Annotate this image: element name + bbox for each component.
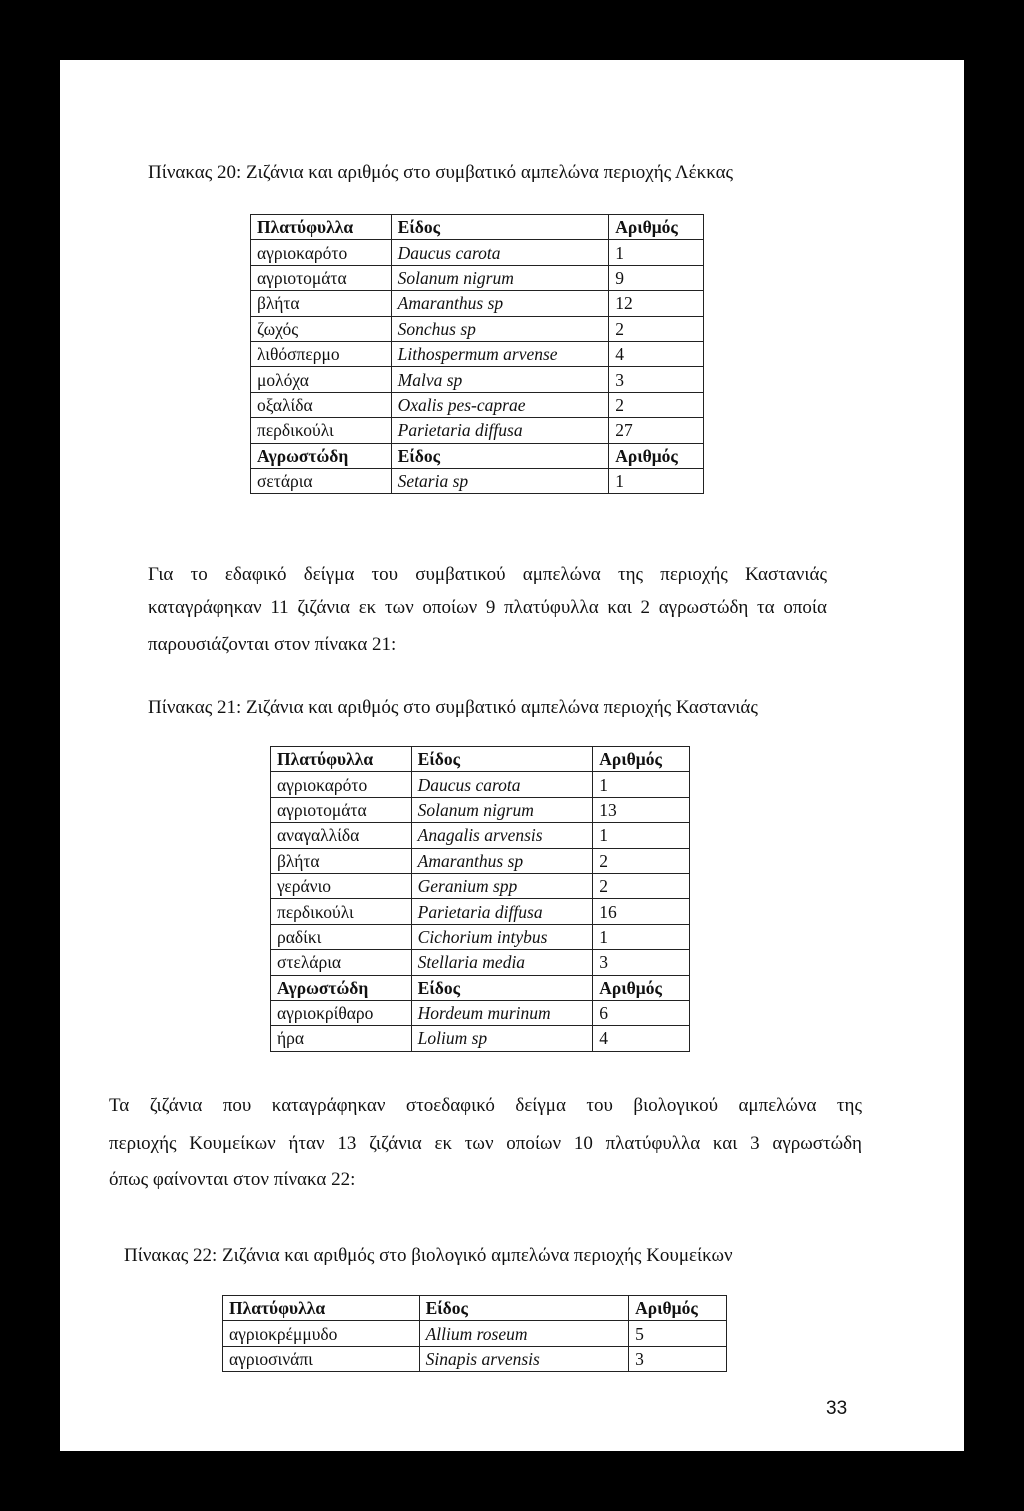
common-name-cell: σετάρια	[251, 468, 392, 493]
table-header-row	[251, 215, 704, 240]
count-cell: 1	[593, 924, 690, 949]
species-cell: Anagalis arvensis	[411, 823, 593, 848]
species-cell: Lithospermum arvense	[391, 341, 609, 366]
count-cell: 2	[609, 316, 704, 341]
common-name-cell: αναγαλλίδα	[271, 823, 412, 848]
header-cell: Αριθμός	[629, 1296, 727, 1321]
common-name-cell: γεράνιο	[271, 873, 412, 898]
table-row	[271, 823, 690, 848]
species-cell: Solanum nigrum	[391, 265, 609, 290]
count-cell: 3	[629, 1346, 727, 1371]
count-cell: 27	[609, 418, 704, 443]
count-cell: 1	[593, 823, 690, 848]
table-row	[271, 848, 690, 873]
table-row	[251, 291, 704, 316]
common-name-cell: αγριοκαρότο	[251, 240, 392, 265]
common-name-cell: ραδίκι	[271, 924, 412, 949]
table-row	[271, 797, 690, 822]
common-name-cell: βλήτα	[271, 848, 412, 873]
common-name-cell: περδικούλι	[251, 418, 392, 443]
count-cell: 2	[593, 848, 690, 873]
common-name-cell: περδικούλι	[271, 899, 412, 924]
count-cell: 1	[593, 772, 690, 797]
paragraph-1-line-3: παρουσιάζονται στον πίνακα 21:	[148, 634, 397, 655]
count-cell: 4	[609, 341, 704, 366]
header-cell: Πλατύφυλλα	[271, 747, 412, 772]
species-cell: Sinapis arvensis	[419, 1346, 629, 1371]
header-cell: Αγρωστώδη	[251, 443, 392, 468]
common-name-cell: λιθόσπερμο	[251, 341, 392, 366]
species-cell: Solanum nigrum	[411, 797, 593, 822]
species-cell: Lolium sp	[411, 1026, 593, 1051]
common-name-cell: αγριοσινάπι	[223, 1346, 420, 1371]
table-row	[271, 772, 690, 797]
paragraph-1-line-1: Για το εδαφικό δείγμα του συμβατικού αμπελώνα της περιοχής Καστανιάς	[148, 564, 827, 585]
species-cell: Geranium spp	[411, 873, 593, 898]
common-name-cell: αγριοτομάτα	[251, 265, 392, 290]
header-cell: Αριθμός	[593, 747, 690, 772]
count-cell: 3	[593, 950, 690, 975]
header-cell: Είδος	[419, 1296, 629, 1321]
species-cell: Hordeum murinum	[411, 1000, 593, 1025]
common-name-cell: βλήτα	[251, 291, 392, 316]
species-cell: Stellaria media	[411, 950, 593, 975]
table-21	[270, 746, 690, 1052]
count-cell: 5	[629, 1321, 727, 1346]
header-cell: Είδος	[391, 443, 609, 468]
common-name-cell: στελάρια	[271, 950, 412, 975]
header-cell: Είδος	[411, 975, 593, 1000]
table-row	[271, 924, 690, 949]
table-row	[251, 418, 704, 443]
table-row	[251, 341, 704, 366]
table-row	[251, 468, 704, 493]
species-cell: Allium roseum	[419, 1321, 629, 1346]
header-cell: Αγρωστώδη	[271, 975, 412, 1000]
species-cell: Parietaria diffusa	[391, 418, 609, 443]
paragraph-1-line-2: καταγράφηκαν 11 ζιζάνια εκ των οποίων 9 πλατύφυλλα και 2 αγρωστώδη τα οποία	[148, 597, 827, 618]
common-name-cell: μολόχα	[251, 367, 392, 392]
species-cell: Daucus carota	[391, 240, 609, 265]
species-cell: Daucus carota	[411, 772, 593, 797]
paragraph-2-line-3: όπως φαίνονται στον πίνακα 22:	[109, 1169, 356, 1190]
count-cell: 4	[593, 1026, 690, 1051]
count-cell: 2	[593, 873, 690, 898]
common-name-cell: αγριοκαρότο	[271, 772, 412, 797]
page-number: 33	[826, 1398, 848, 1419]
header-cell: Είδος	[391, 215, 609, 240]
species-cell: Parietaria diffusa	[411, 899, 593, 924]
table-row	[271, 1026, 690, 1051]
table-row	[271, 899, 690, 924]
header-cell: Πλατύφυλλα	[223, 1296, 420, 1321]
species-cell: Amaranthus sp	[391, 291, 609, 316]
table-21-caption: Πίνακας 21: Ζιζάνια και αριθμός στο συμβατικό αμπελώνα περιοχής Καστανιάς	[148, 697, 758, 718]
count-cell: 13	[593, 797, 690, 822]
common-name-cell: οξαλίδα	[251, 392, 392, 417]
common-name-cell: αγριοκρέμμυδο	[223, 1321, 420, 1346]
common-name-cell: ζωχός	[251, 316, 392, 341]
table-20-caption: Πίνακας 20: Ζιζάνια και αριθμός στο συμβατικό αμπελώνα περιοχής Λέκκας	[148, 162, 734, 183]
table-row	[251, 392, 704, 417]
table-row	[251, 265, 704, 290]
table-header-row	[223, 1296, 727, 1321]
species-cell: Sonchus sp	[391, 316, 609, 341]
table-header-row	[271, 747, 690, 772]
header-cell: Αριθμός	[609, 443, 704, 468]
species-cell: Cichorium intybus	[411, 924, 593, 949]
table-20	[250, 214, 704, 494]
table-row	[223, 1321, 727, 1346]
table-row	[271, 950, 690, 975]
count-cell: 1	[609, 468, 704, 493]
common-name-cell: αγριοκρίθαρο	[271, 1000, 412, 1025]
table-22	[222, 1295, 727, 1372]
paragraph-2-line-2: περιοχής Κουμείκων ήταν 13 ζιζάνια εκ των οποίων 10 πλατύφυλλα και 3 αγρωστώδη	[109, 1133, 862, 1154]
table-row	[251, 316, 704, 341]
common-name-cell: ήρα	[271, 1026, 412, 1051]
count-cell: 9	[609, 265, 704, 290]
paragraph-2-line-1: Τα ζιζάνια που καταγράφηκαν στοεδαφικό δείγμα του βιολογικού αμπελώνα της	[109, 1095, 862, 1116]
count-cell: 1	[609, 240, 704, 265]
table-row	[251, 240, 704, 265]
table-row	[251, 367, 704, 392]
table-22-caption: Πίνακας 22: Ζιζάνια και αριθμός στο βιολογικό αμπελώνα περιοχής Κουμείκων	[124, 1245, 733, 1266]
table-subheader-row	[251, 443, 704, 468]
table-row	[223, 1346, 727, 1371]
species-cell: Malva sp	[391, 367, 609, 392]
species-cell: Amaranthus sp	[411, 848, 593, 873]
header-cell: Είδος	[411, 747, 593, 772]
count-cell: 12	[609, 291, 704, 316]
table-row	[271, 873, 690, 898]
table-subheader-row	[271, 975, 690, 1000]
species-cell: Setaria sp	[391, 468, 609, 493]
header-cell: Αριθμός	[609, 215, 704, 240]
table-row	[271, 1000, 690, 1025]
species-cell: Oxalis pes-caprae	[391, 392, 609, 417]
count-cell: 3	[609, 367, 704, 392]
count-cell: 6	[593, 1000, 690, 1025]
common-name-cell: αγριοτομάτα	[271, 797, 412, 822]
header-cell: Πλατύφυλλα	[251, 215, 392, 240]
count-cell: 2	[609, 392, 704, 417]
count-cell: 16	[593, 899, 690, 924]
header-cell: Αριθμός	[593, 975, 690, 1000]
